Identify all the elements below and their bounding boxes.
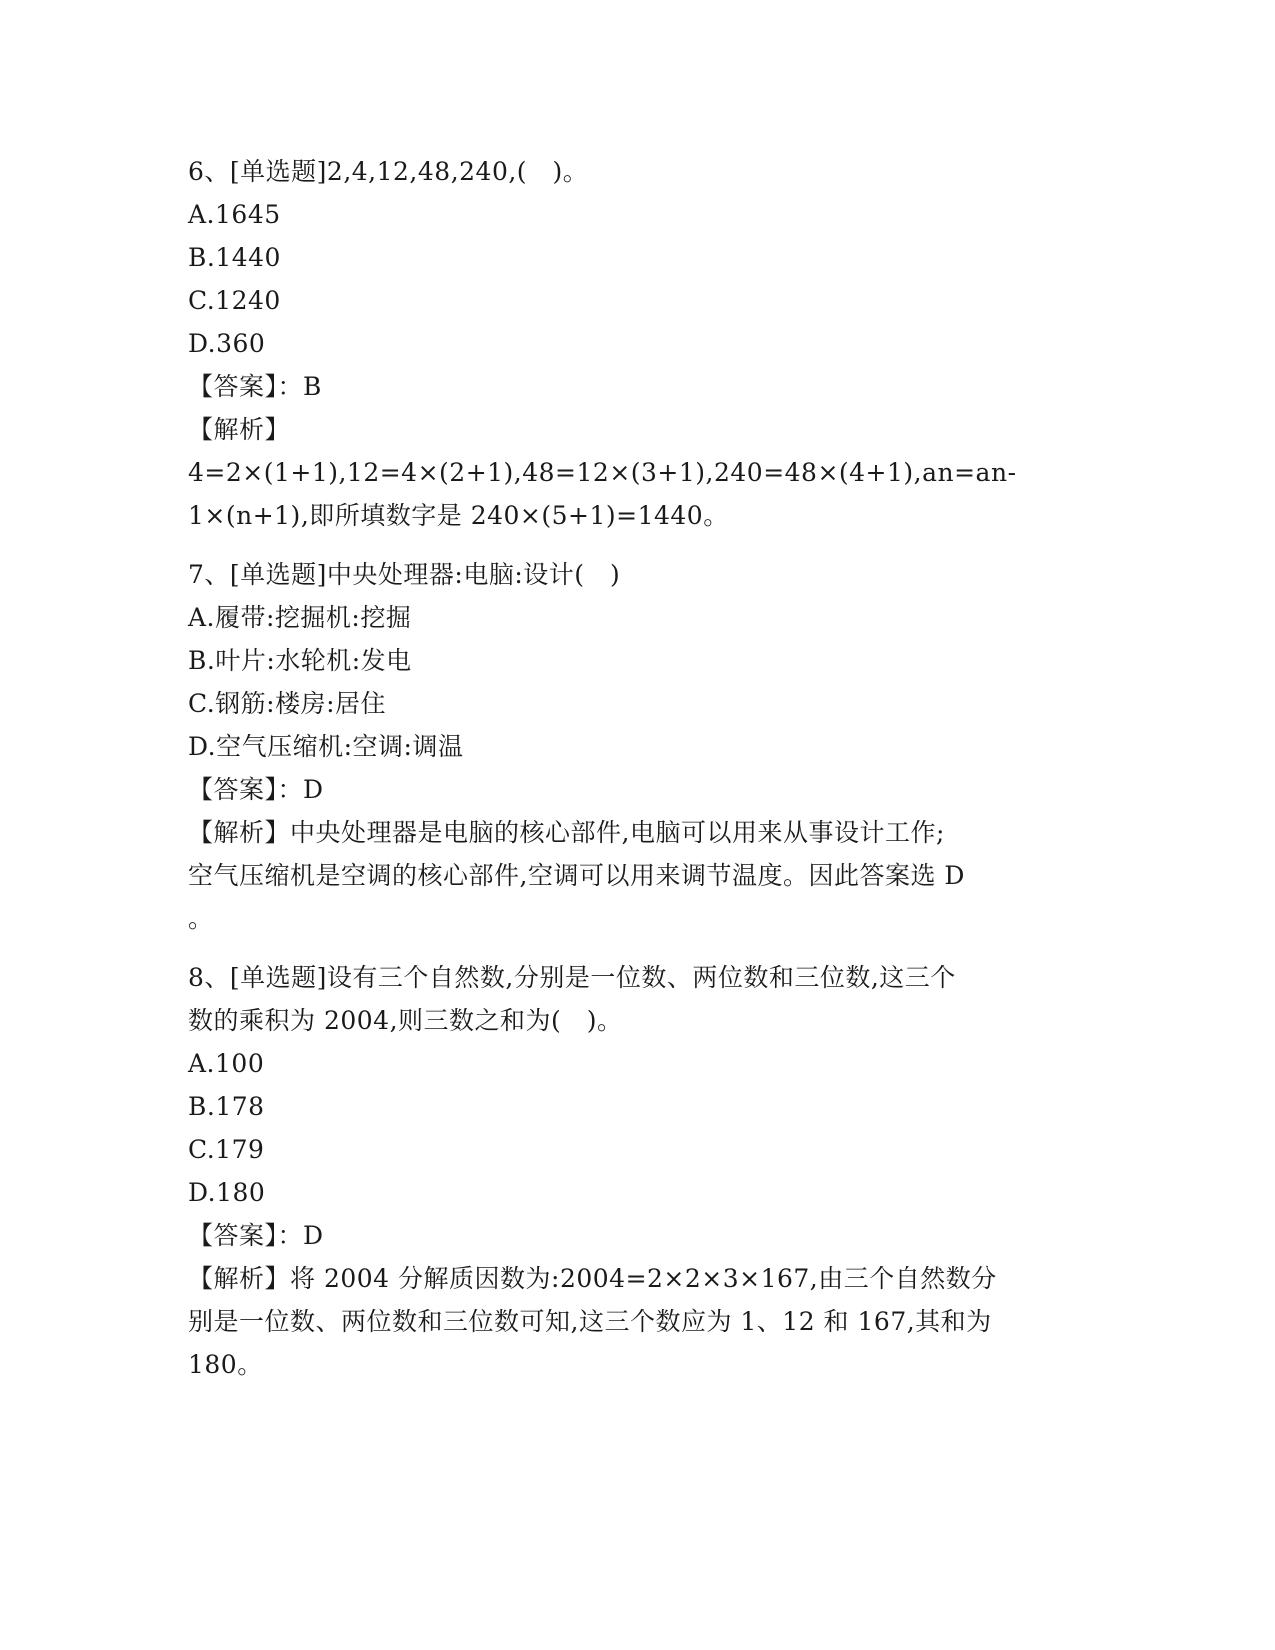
analysis-line: 【解析】将 2004 分解质因数为:2004=2×2×3×167,由三个自然数分 [188,1264,997,1293]
option-b: B.1440 [188,243,281,272]
analysis-line: 180。 [188,1350,263,1379]
analysis-line: 空气压缩机是空调的核心部件,空调可以用来调节温度。因此答案选 D [188,861,965,890]
option-c: C.1240 [188,286,281,315]
question-7 [188,553,1088,940]
analysis-line: 1×(n+1),即所填数字是 240×(5+1)=1440。 [188,501,729,530]
question-title: 数的乘积为 2004,则三数之和为( )。 [188,1006,623,1035]
option-a: A.1645 [188,200,281,229]
analysis-line: 。 [188,904,214,933]
question-8 [188,956,1088,1386]
question-separator [188,537,1088,553]
option-c: C.179 [188,1135,265,1164]
analysis-line: 【解析】中央处理器是电脑的核心部件,电脑可以用来从事设计工作; [188,818,945,847]
option-b: B.178 [188,1092,265,1121]
option-c: C.钢筋:楼房:居住 [188,689,387,718]
question-6 [188,150,1088,537]
option-b: B.叶片:水轮机:发电 [188,646,412,675]
question-title: 7、[单选题]中央处理器:电脑:设计( ) [188,560,621,589]
question-title: 8、[单选题]设有三个自然数,分别是一位数、两位数和三位数,这三个 [188,963,956,992]
question-title: 6、[单选题]2,4,12,48,240,( )。 [188,157,589,186]
answer-line: 【答案】：B [188,372,322,401]
option-d: D.空气压缩机:空调:调温 [188,732,464,761]
answer-line: 【答案】：D [188,775,324,804]
analysis-line: 【解析】 [188,415,291,444]
answer-line: 【答案】：D [188,1221,324,1250]
option-a: A.履带:挖掘机:挖掘 [188,603,412,632]
analysis-line: 别是一位数、两位数和三位数可知,这三个数应为 1、12 和 167,其和为 [188,1307,992,1336]
option-d: D.360 [188,329,266,358]
question-separator [188,940,1088,956]
option-d: D.180 [188,1178,266,1207]
document-page [188,150,1088,1386]
option-a: A.100 [188,1049,265,1078]
analysis-line: 4=2×(1+1),12=4×(2+1),48=12×(3+1),240=48×(4+1),an=an- [188,458,1017,487]
